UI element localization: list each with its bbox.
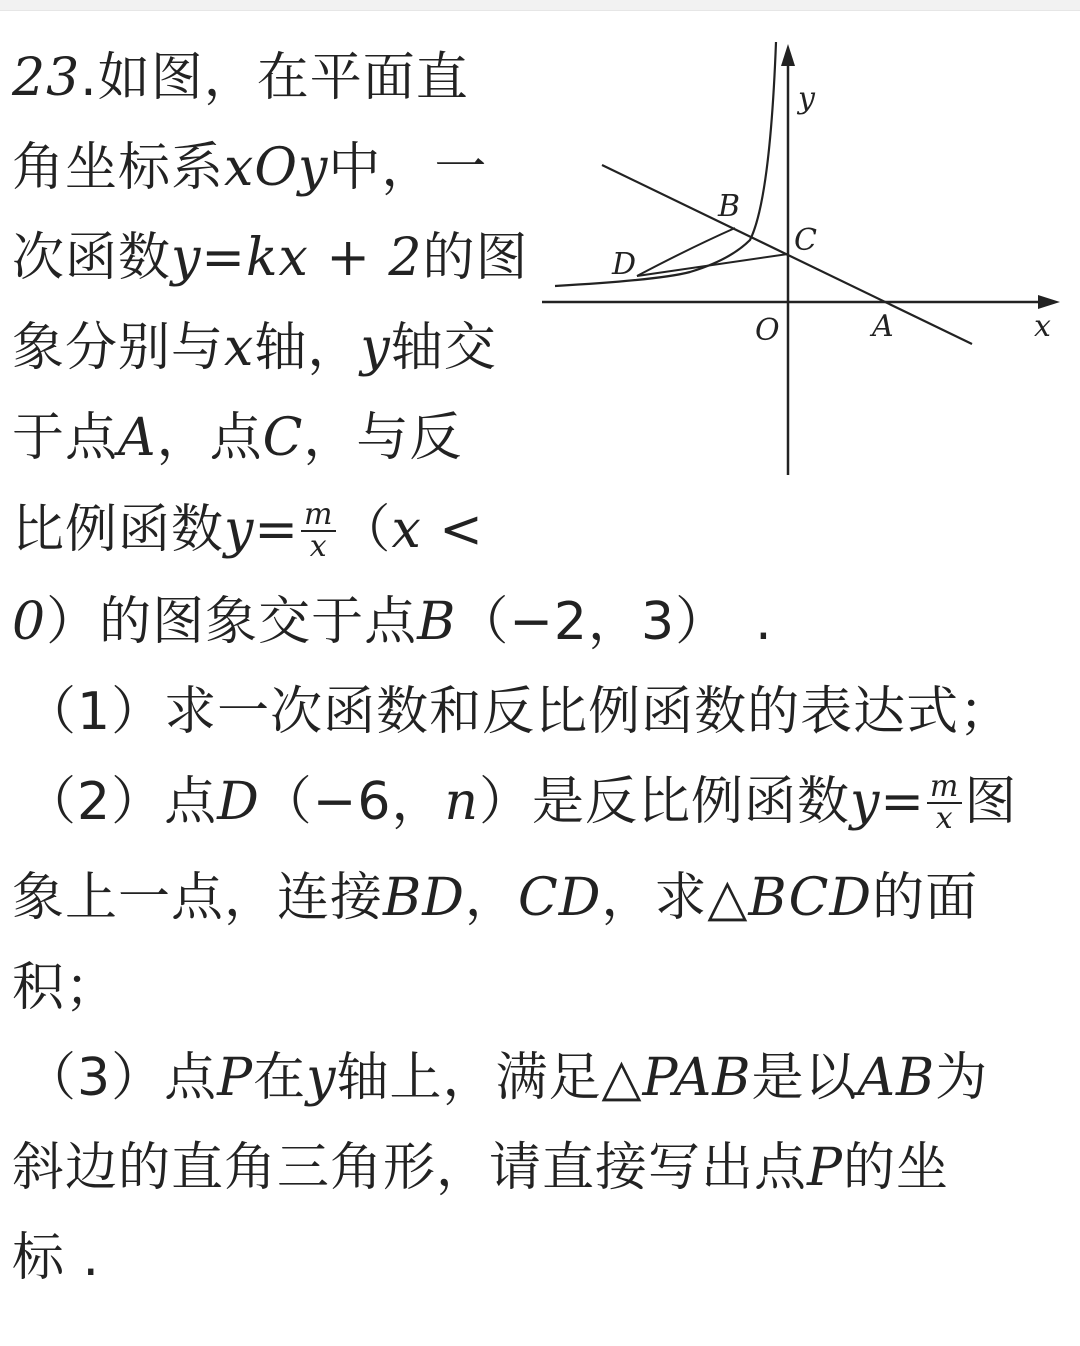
y-axis-arrow: [781, 44, 795, 66]
part-3-line-3: 标 .: [12, 1228, 101, 1288]
inverse-proportion-curve: [555, 42, 776, 286]
intro-line-7: 0）的图象交于点B（−2，3） .: [12, 592, 773, 652]
label-d: D: [612, 247, 637, 282]
label-c: C: [794, 223, 817, 258]
part-1: （1）求一次函数和反比例函数的表达式；: [24, 682, 1013, 742]
intro-line-1: 23.如图，在平面直: [12, 48, 469, 108]
label-b: B: [718, 189, 741, 224]
intro-line-3: 次函数y=kx + 2的图: [12, 228, 529, 288]
coordinate-figure: [530, 30, 1070, 490]
label-origin: O: [755, 313, 780, 348]
label-y: y: [798, 81, 815, 116]
x-axis-arrow: [1038, 295, 1060, 309]
label-a: A: [872, 309, 894, 344]
part-2-line-3: 积；: [12, 958, 119, 1018]
top-bar: [0, 0, 1080, 11]
intro-line-4: 象分别与x轴，y轴交: [12, 318, 497, 378]
part-2-line-1: （2）点D（−6，n）是反比例函数y= $\frac{m}{x}$ 图: [24, 769, 1018, 836]
intro-line-6: 比例函数y= $\frac{m}{x}$ （x <: [12, 497, 484, 564]
fraction-m-over-x: $\frac{m}{x}$: [301, 500, 336, 562]
intro-line-5: 于点A，点C，与反: [12, 408, 463, 468]
label-x: x: [1034, 309, 1051, 344]
problem-number: 23: [12, 48, 81, 108]
part-3-line-2: 斜边的直角三角形，请直接写出点P的坐: [12, 1138, 950, 1198]
part-3-line-1: （3）点P在y轴上，满足△PAB是以AB为: [24, 1048, 989, 1108]
part-2-line-2: 象上一点，连接BD，CD，求△BCD的面: [12, 868, 979, 928]
intro-line-2: 角坐标系xOy中，一: [12, 138, 488, 198]
fraction-m-over-x-2: $\frac{m}{x}$: [927, 772, 962, 834]
